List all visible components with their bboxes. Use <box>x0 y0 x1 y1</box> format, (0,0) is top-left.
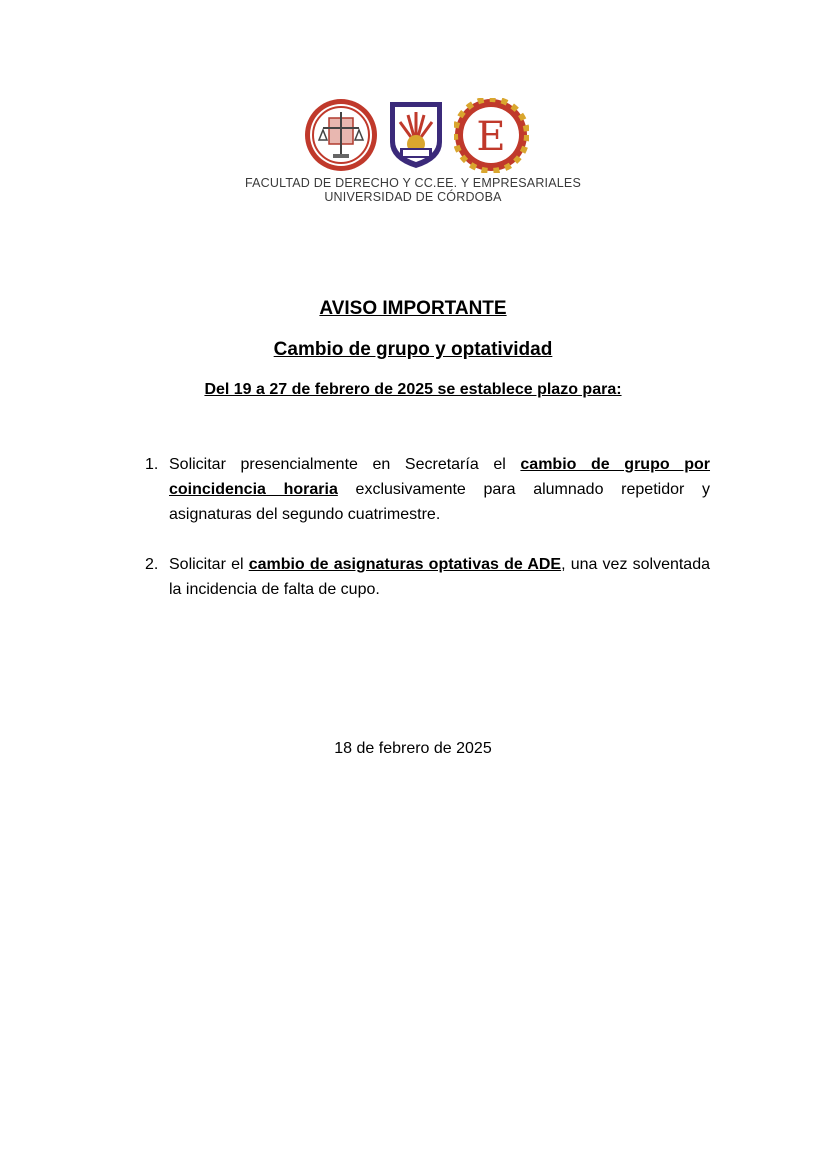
item-emphasis: cambio de grupo por coincidencia horaria <box>169 456 711 498</box>
notice-title: AVISO IMPORTANTE <box>319 298 507 319</box>
notice-period: Del 19 a 27 de febrero de 2025 se establece plazo para: <box>204 381 622 398</box>
faculty-e-logo-icon <box>454 98 529 173</box>
notice-list <box>145 452 710 602</box>
svg-text:E: E <box>476 114 506 160</box>
logos <box>303 98 533 173</box>
item-emphasis: cambio de asignaturas optativas de ADE <box>248 556 562 573</box>
list-item <box>145 552 710 602</box>
item-number: 2. <box>145 556 159 573</box>
institution-line-1: FACULTAD DE DERECHO Y CC.EE. Y EMPRESARIALES <box>245 176 581 190</box>
university-shield-icon <box>386 98 446 170</box>
item-number: 1. <box>145 456 159 473</box>
law-seal-icon <box>303 98 379 173</box>
item-text-after: exclusivamente para alumnado repetidor y asignaturas del segundo cuatrimestre. <box>169 481 711 523</box>
item-text: Solicitar presencialmente en Secretaría el <box>169 456 521 473</box>
notice-date: 18 de febrero de 2025 <box>334 740 492 757</box>
item-text: Solicitar el <box>169 556 249 573</box>
item-text-after: , una vez solventada la incidencia de falta de cupo. <box>169 556 711 598</box>
institution-line-2: UNIVERSIDAD DE CÓRDOBA <box>324 190 502 204</box>
list-item <box>145 452 710 527</box>
notice-subtitle: Cambio de grupo y optatividad <box>273 339 553 360</box>
